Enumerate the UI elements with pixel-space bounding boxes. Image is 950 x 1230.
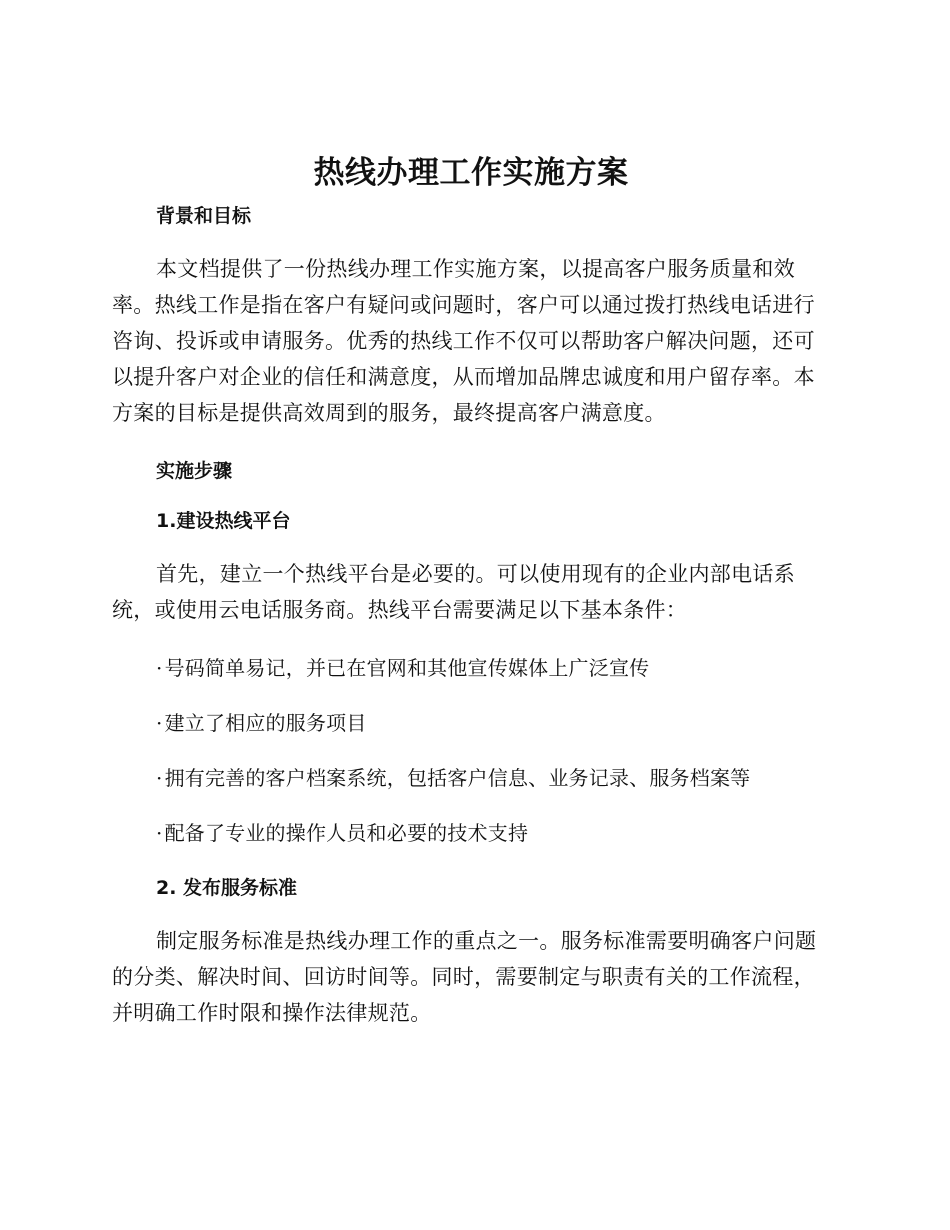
- bullet-item: [112, 708, 830, 738]
- step-heading-1: 1.建设热线平台: [156, 510, 291, 532]
- bullet-text: 配备了专业的操作人员和必要的技术支持: [164, 821, 529, 845]
- bullet-text: 拥有完善的客户档案系统，包括客户信息、业务记录、服务档案等: [164, 766, 751, 790]
- bullet-item: [112, 653, 830, 683]
- bullet-text: 建立了相应的服务项目: [164, 711, 367, 735]
- bullet-dot: ·: [156, 821, 163, 845]
- paragraph-step-2: 制定服务标准是热线办理工作的重点之一。服务标准需要明确客户问题的分类、解决时间、回访时间等。同时，需要制定与职责有关的工作流程，并明确工作时限和操作法律规范。: [112, 929, 817, 1025]
- document-body: [112, 147, 830, 1031]
- bullet-text: 号码简单易记，并已在官网和其他宣传媒体上广泛宣传: [164, 656, 650, 680]
- step-heading-2: 2. 发布服务标准: [156, 877, 298, 899]
- section-heading-steps: 实施步骤: [156, 460, 233, 482]
- bullet-item: [112, 763, 830, 793]
- bullet-dot: ·: [156, 711, 163, 735]
- bullet-item: [112, 818, 830, 848]
- paragraph-step-1: 首先，建立一个热线平台是必要的。可以使用现有的企业内部电话系统，或使用云电话服务商。热线平台需要满足以下基本条件：: [112, 562, 795, 622]
- bullet-dot: ·: [156, 766, 163, 790]
- paragraph-background: 本文档提供了一份热线办理工作实施方案，以提高客户服务质量和效率。热线工作是指在客户有疑问或问题时，客户可以通过拨打热线电话进行咨询、投诉或申请服务。优秀的热线工作不仅可以帮助客户解决问题，还可以提升客户对企业的信任和满意度，从而增加品牌忠诚度和用户留存率。本方案的目标是提供高效周到的服务，最终提高客户满意度。: [112, 257, 815, 425]
- document-title: 热线办理工作实施方案: [313, 155, 629, 191]
- bullet-dot: ·: [156, 656, 163, 680]
- section-heading-background: 背景和目标: [156, 205, 252, 227]
